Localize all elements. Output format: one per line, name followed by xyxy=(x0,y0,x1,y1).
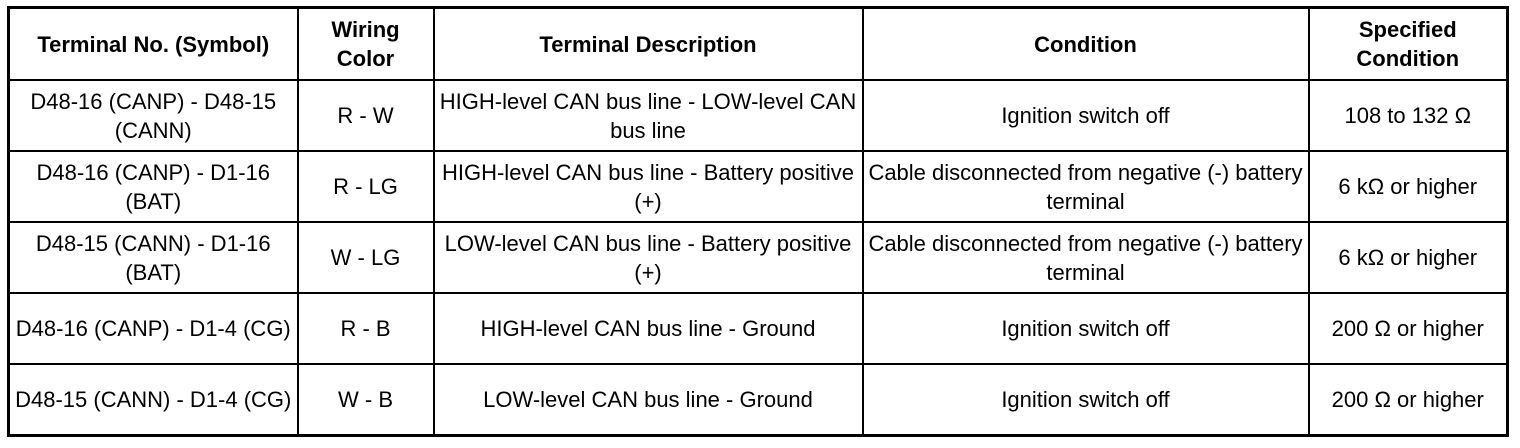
cell-description: HIGH-level CAN bus line - Ground xyxy=(434,293,863,364)
header-terminal-no: Terminal No. (Symbol) xyxy=(9,8,298,81)
header-specified-condition: Specified Condition xyxy=(1309,8,1508,81)
cell-specified-condition: 108 to 132 Ω xyxy=(1309,80,1508,151)
header-terminal-description: Terminal Description xyxy=(434,8,863,81)
header-wiring-color: Wiring Color xyxy=(298,8,434,81)
cell-terminal: D48-16 (CANP) - D1-4 (CG) xyxy=(9,293,298,364)
table-container xyxy=(7,6,1509,437)
terminal-spec-table xyxy=(7,6,1509,437)
cell-condition: Ignition switch off xyxy=(863,80,1309,151)
table-row xyxy=(9,151,1508,222)
cell-wiring-color: W - LG xyxy=(298,222,434,293)
cell-wiring-color: R - W xyxy=(298,80,434,151)
cell-wiring-color: R - LG xyxy=(298,151,434,222)
cell-terminal: D48-15 (CANN) - D1-4 (CG) xyxy=(9,364,298,436)
cell-description: HIGH-level CAN bus line - LOW-level CAN bus line xyxy=(434,80,863,151)
cell-terminal: D48-16 (CANP) - D1-16 (BAT) xyxy=(9,151,298,222)
table-row xyxy=(9,293,1508,364)
cell-condition: Ignition switch off xyxy=(863,293,1309,364)
cell-condition: Cable disconnected from negative (-) battery terminal xyxy=(863,222,1309,293)
cell-condition: Cable disconnected from negative (-) battery terminal xyxy=(863,151,1309,222)
cell-wiring-color: R - B xyxy=(298,293,434,364)
cell-description: LOW-level CAN bus line - Ground xyxy=(434,364,863,436)
cell-description: LOW-level CAN bus line - Battery positive (+) xyxy=(434,222,863,293)
cell-wiring-color: W - B xyxy=(298,364,434,436)
table-row xyxy=(9,222,1508,293)
cell-terminal: D48-16 (CANP) - D48-15 (CANN) xyxy=(9,80,298,151)
cell-terminal: D48-15 (CANN) - D1-16 (BAT) xyxy=(9,222,298,293)
cell-condition: Ignition switch off xyxy=(863,364,1309,436)
header-row xyxy=(9,8,1508,81)
table-row xyxy=(9,80,1508,151)
table-row xyxy=(9,364,1508,436)
cell-description: HIGH-level CAN bus line - Battery positive (+) xyxy=(434,151,863,222)
header-condition: Condition xyxy=(863,8,1309,81)
cell-specified-condition: 200 Ω or higher xyxy=(1309,293,1508,364)
cell-specified-condition: 6 kΩ or higher xyxy=(1309,151,1508,222)
cell-specified-condition: 200 Ω or higher xyxy=(1309,364,1508,436)
cell-specified-condition: 6 kΩ or higher xyxy=(1309,222,1508,293)
